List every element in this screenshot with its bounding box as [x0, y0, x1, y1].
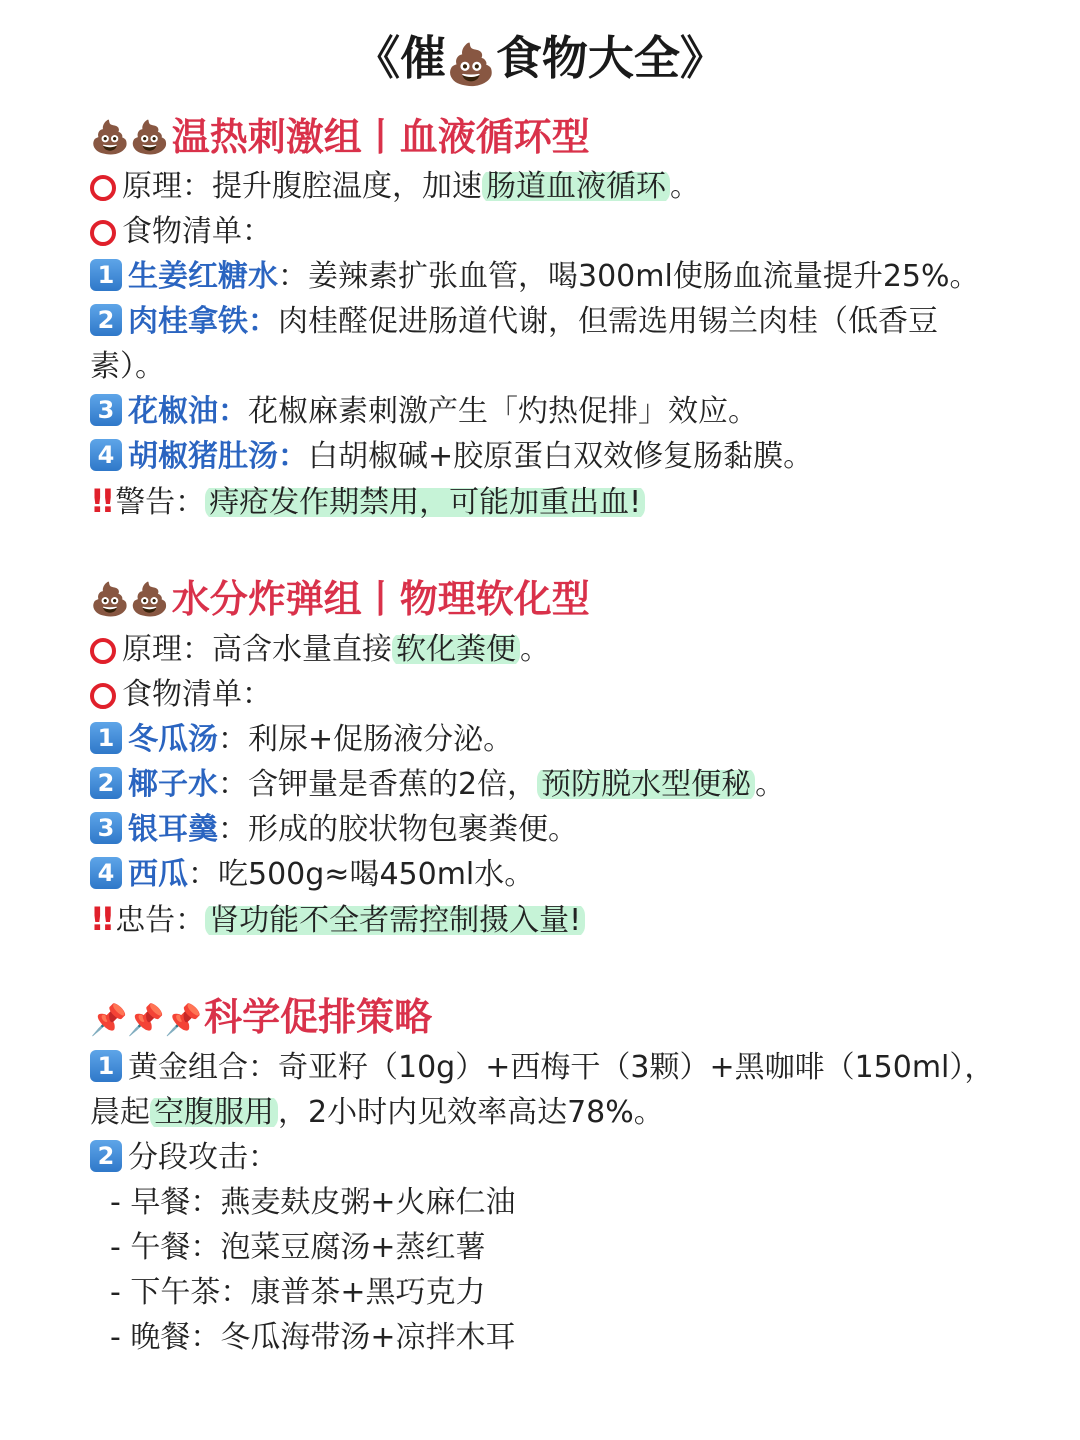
list-item: [90, 434, 1020, 479]
food-desc: ：形成的胶状物包裹粪便。: [218, 812, 578, 847]
warning-text: 痔疮发作期禁用，可能加重出血!: [205, 485, 645, 520]
food-name: 肉桂拿铁：: [128, 304, 278, 339]
principle-text: 提升腹腔温度，加速: [212, 169, 482, 204]
list-item: [90, 717, 1020, 762]
poop-icon: 💩: [446, 42, 496, 88]
section-heading-text: 温热刺激组丨血液循环型: [171, 115, 590, 159]
principle-line: [90, 164, 1020, 209]
number-2-icon: 2: [90, 767, 122, 799]
red-circle-icon: [90, 220, 116, 246]
number-3-icon: 3: [90, 394, 122, 426]
food-desc: ：姜辣素扩张血管，喝300ml使肠血流量提升25%。: [278, 259, 980, 294]
list-item: [90, 762, 1020, 807]
food-desc-end: 。: [755, 767, 786, 802]
strategy-item-continuation: [90, 1090, 1020, 1135]
list-item: [90, 389, 1020, 434]
strategy-item: [90, 1045, 1020, 1090]
meal-item: - 早餐：燕麦麸皮粥+火麻仁油: [110, 1185, 516, 1220]
principle-label: 原理：: [122, 632, 212, 667]
section-heading-water: [90, 572, 590, 626]
food-highlight: 预防脱水型便秘: [537, 767, 755, 802]
food-name: 银耳羹: [128, 812, 218, 847]
principle-text: 高含水量直接: [212, 632, 392, 667]
number-1-icon: 1: [90, 722, 122, 754]
food-name: 椰子水: [128, 767, 218, 802]
list-item: [90, 807, 1020, 852]
list-item: [90, 299, 1020, 344]
food-name: 西瓜: [128, 857, 188, 892]
food-list-label: [90, 209, 1020, 254]
strategy-text: 分段攻击：: [128, 1140, 278, 1175]
strategy-highlight: 空腹服用: [150, 1095, 278, 1130]
food-desc: 白胡椒碱+胶原蛋白双效修复肠黏膜。: [308, 439, 814, 474]
pushpin-icon: 📌📌📌: [90, 1003, 203, 1038]
section-heading-text: 科学促排策略: [204, 995, 433, 1039]
principle-line: [90, 627, 1020, 672]
double-exclamation-icon: !!: [90, 482, 112, 520]
food-desc-cont: 素）。: [90, 349, 165, 384]
section-heading-warming: [90, 110, 590, 164]
warning-label: 警告：: [115, 485, 206, 520]
warning-line: [90, 479, 1020, 524]
red-circle-icon: [90, 683, 116, 709]
list-item: [90, 852, 1020, 897]
meal-item: - 午餐：泡菜豆腐汤+蒸红薯: [110, 1230, 486, 1265]
food-desc: ：吃500g≈喝450ml水。: [188, 857, 535, 892]
poop-icon: 💩💩: [90, 118, 170, 156]
title-left: 《催: [354, 31, 447, 85]
food-name: 冬瓜汤: [128, 722, 218, 757]
red-circle-icon: [90, 175, 116, 201]
strategy-text-end: ，2小时内见效率高达78%。: [278, 1095, 664, 1130]
food-list-label: [90, 672, 1020, 717]
food-list-label-text: 食物清单：: [122, 677, 272, 712]
list-item-continuation: [90, 344, 1020, 389]
number-3-icon: 3: [90, 812, 122, 844]
warning-line: [90, 897, 1020, 942]
food-list-label-text: 食物清单：: [122, 214, 272, 249]
number-2-icon: 2: [90, 1140, 122, 1172]
strategy-text-start: 晨起: [90, 1095, 150, 1130]
red-circle-icon: [90, 638, 116, 664]
number-4-icon: 4: [90, 439, 122, 471]
warning-text: 肾功能不全者需控制摄入量!: [205, 903, 585, 938]
number-2-icon: 2: [90, 304, 122, 336]
principle-end: 。: [670, 169, 700, 204]
meal-item: - 晚餐：冬瓜海带汤+凉拌木耳: [110, 1320, 516, 1355]
section-heading-text: 水分炸弹组丨物理软化型: [171, 577, 590, 621]
number-1-icon: 1: [90, 1050, 122, 1082]
food-desc: ：利尿+促肠液分泌。: [218, 722, 514, 757]
strategy-item: [90, 1135, 1020, 1180]
food-desc: 花椒麻素刺激产生「灼热促排」效应。: [248, 394, 758, 429]
number-1-icon: 1: [90, 259, 122, 291]
food-name: 胡椒猪肚汤：: [128, 439, 308, 474]
section-heading-strategy: [90, 990, 432, 1044]
food-name: 生姜红糖水: [128, 259, 278, 294]
page-title: [0, 26, 1080, 90]
principle-label: 原理：: [122, 169, 212, 204]
food-desc: ：含钾量是香蕉的2倍，: [218, 767, 538, 802]
meal-item: - 下午茶：康普茶+黑巧克力: [110, 1275, 486, 1310]
double-exclamation-icon: !!: [90, 900, 112, 938]
poop-icon: 💩💩: [90, 580, 170, 618]
principle-end: 。: [520, 632, 550, 667]
number-4-icon: 4: [90, 857, 122, 889]
strategy-text: 黄金组合：奇亚籽（10g）+西梅干（3颗）+黑咖啡（150ml），: [128, 1050, 995, 1085]
title-right: 食物大全》: [495, 31, 726, 85]
food-desc: 肉桂醛促进肠道代谢，但需选用锡兰肉桂（低香豆: [278, 304, 938, 339]
principle-highlight: 肠道血液循环: [482, 169, 670, 204]
warning-label: 忠告：: [115, 903, 206, 938]
list-item: [90, 254, 1020, 299]
principle-highlight: 软化粪便: [392, 632, 520, 667]
food-name: 花椒油：: [128, 394, 248, 429]
